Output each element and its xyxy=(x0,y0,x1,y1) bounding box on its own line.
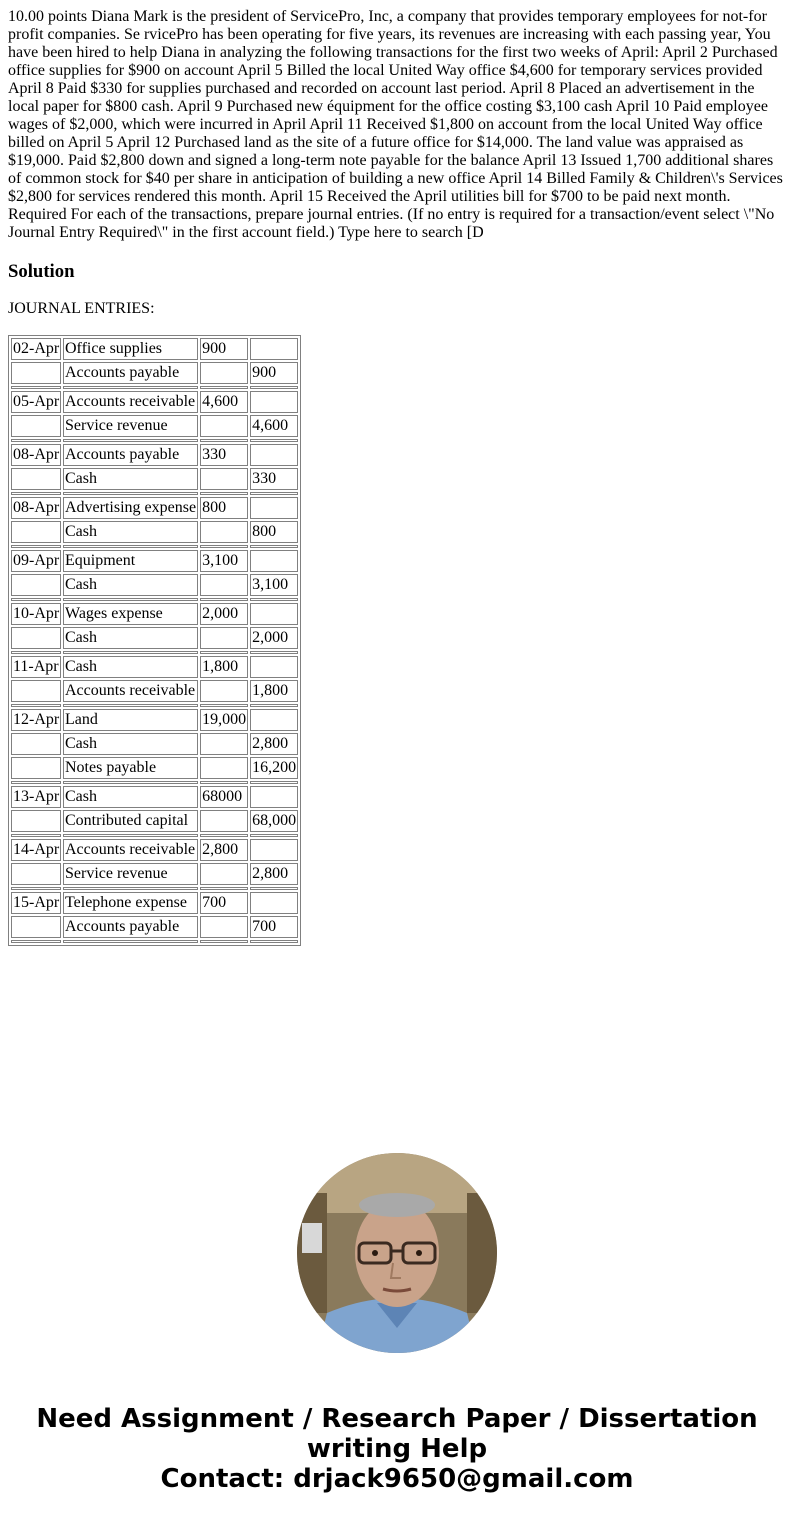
separator-cell xyxy=(11,887,61,890)
question-text: 10.00 points Diana Mark is the president of ServicePro, Inc, a company that provides temporary employees for not-for profit companies. Se rvicePro has been operating for five years, its revenues are increasing with each passing year, You have been hired to help Diana in analyzing the following transactions for the first two weeks of April: April 2 Purchased office supplies for $900 on account April 5 Billed the local United Way office $4,600 for temporary services provided April 8 Paid $330 for supplies purchased and recorded on account last period. April 8 Placed an advertisement in the local paper for $800 cash. April 9 Purchased new équipment for the office costing $3,100 cash April 10 Paid employee wages of $2,000, which were incurred in April April 11 Received $1,800 on account from the local United Way office billed on April 5 April 12 Purchased land as the site of a future office for $14,000. The land value was appraised as $19,000. Paid $2,800 down and signed a long-term note payable for the balance April 13 Issued 1,700 additional shares of common stock for $40 per share in anticipation of building a new office April 14 Billed Family & Children\'s Services $2,800 for services rendered this month. April 15 Received the April utilities bill for $700 to be paid next month. Required For each of the transactions, prepare journal entries. (If no entry is required for a transaction/event select \"No Journal Entry Required\" in the first account field.) Type here to search [D xyxy=(8,8,783,241)
journal-row xyxy=(11,521,298,543)
separator-cell xyxy=(250,834,298,837)
account-name: Cash xyxy=(63,468,198,490)
entry-date xyxy=(11,415,61,437)
separator-cell xyxy=(63,545,198,548)
separator-cell xyxy=(63,834,198,837)
debit-amount xyxy=(200,863,248,885)
separator-cell xyxy=(11,439,61,442)
credit-amount xyxy=(250,603,298,625)
separator-cell xyxy=(200,704,248,707)
separator-cell xyxy=(63,704,198,707)
account-name: Accounts receivable xyxy=(63,391,198,413)
debit-amount: 2,000 xyxy=(200,603,248,625)
journal-row xyxy=(11,391,298,413)
credit-amount: 2,800 xyxy=(250,733,298,755)
credit-amount: 900 xyxy=(250,362,298,384)
separator-cell xyxy=(250,940,298,943)
journal-row xyxy=(11,415,298,437)
debit-amount xyxy=(200,468,248,490)
credit-amount xyxy=(250,497,298,519)
separator-cell xyxy=(63,492,198,495)
entry-date: 09-Apr xyxy=(11,550,61,572)
account-name: Service revenue xyxy=(63,863,198,885)
separator-cell xyxy=(250,386,298,389)
credit-amount xyxy=(250,839,298,861)
credit-amount: 700 xyxy=(250,916,298,938)
debit-amount xyxy=(200,627,248,649)
separator-cell xyxy=(250,704,298,707)
journal-row xyxy=(11,892,298,914)
separator-cell xyxy=(11,386,61,389)
debit-amount xyxy=(200,362,248,384)
entry-date xyxy=(11,468,61,490)
journal-row xyxy=(11,603,298,625)
account-name: Telephone expense xyxy=(63,892,198,914)
entry-date: 05-Apr xyxy=(11,391,61,413)
debit-amount: 800 xyxy=(200,497,248,519)
entry-separator-row xyxy=(11,651,298,654)
entry-separator-row xyxy=(11,492,298,495)
separator-cell xyxy=(250,439,298,442)
debit-amount xyxy=(200,757,248,779)
account-name: Accounts payable xyxy=(63,362,198,384)
journal-row xyxy=(11,656,298,678)
separator-cell xyxy=(63,940,198,943)
promo-footer xyxy=(0,1404,794,1494)
separator-cell xyxy=(250,781,298,784)
separator-cell xyxy=(11,704,61,707)
credit-amount: 16,200 xyxy=(250,757,298,779)
journal-row xyxy=(11,709,298,731)
account-name: Accounts payable xyxy=(63,444,198,466)
separator-cell xyxy=(200,781,248,784)
credit-amount: 800 xyxy=(250,521,298,543)
account-name: Accounts payable xyxy=(63,916,198,938)
entry-separator-row xyxy=(11,704,298,707)
debit-amount xyxy=(200,916,248,938)
debit-amount: 1,800 xyxy=(200,656,248,678)
account-name: Contributed capital xyxy=(63,810,198,832)
entry-date xyxy=(11,362,61,384)
separator-cell xyxy=(250,887,298,890)
separator-cell xyxy=(200,492,248,495)
separator-cell xyxy=(200,834,248,837)
account-name: Cash xyxy=(63,786,198,808)
journal-row xyxy=(11,810,298,832)
account-name: Accounts receivable xyxy=(63,839,198,861)
journal-entries-table xyxy=(8,335,301,946)
journal-row xyxy=(11,839,298,861)
account-name: Cash xyxy=(63,574,198,596)
separator-cell xyxy=(250,545,298,548)
author-portrait-image xyxy=(297,1153,497,1353)
journal-entries-body xyxy=(11,338,298,943)
separator-cell xyxy=(11,781,61,784)
journal-row xyxy=(11,786,298,808)
separator-cell xyxy=(200,651,248,654)
separator-cell xyxy=(250,492,298,495)
entry-separator-row xyxy=(11,439,298,442)
account-name: Accounts receivable xyxy=(63,680,198,702)
entry-date xyxy=(11,733,61,755)
separator-cell xyxy=(11,651,61,654)
separator-cell xyxy=(63,439,198,442)
separator-cell xyxy=(63,598,198,601)
separator-cell xyxy=(63,386,198,389)
separator-cell xyxy=(63,651,198,654)
journal-row xyxy=(11,627,298,649)
debit-amount: 700 xyxy=(200,892,248,914)
separator-cell xyxy=(200,940,248,943)
credit-amount xyxy=(250,892,298,914)
author-avatar xyxy=(297,1153,497,1353)
entry-date xyxy=(11,627,61,649)
debit-amount xyxy=(200,810,248,832)
debit-amount xyxy=(200,574,248,596)
entry-separator-row xyxy=(11,781,298,784)
separator-cell xyxy=(200,598,248,601)
separator-cell xyxy=(11,940,61,943)
solution-heading: Solution xyxy=(8,261,75,282)
entry-date xyxy=(11,757,61,779)
entry-date xyxy=(11,810,61,832)
account-name: Office supplies xyxy=(63,338,198,360)
entry-separator-row xyxy=(11,887,298,890)
entry-separator-row xyxy=(11,545,298,548)
journal-entries-label: JOURNAL ENTRIES: xyxy=(8,300,155,317)
debit-amount: 68000 xyxy=(200,786,248,808)
credit-amount xyxy=(250,709,298,731)
credit-amount xyxy=(250,391,298,413)
account-name: Land xyxy=(63,709,198,731)
account-name: Wages expense xyxy=(63,603,198,625)
credit-amount: 1,800 xyxy=(250,680,298,702)
credit-amount: 68,000 xyxy=(250,810,298,832)
entry-date xyxy=(11,521,61,543)
debit-amount: 900 xyxy=(200,338,248,360)
debit-amount xyxy=(200,733,248,755)
entry-date xyxy=(11,916,61,938)
account-name: Notes payable xyxy=(63,757,198,779)
entry-separator-row xyxy=(11,598,298,601)
separator-cell xyxy=(63,887,198,890)
entry-date: 14-Apr xyxy=(11,839,61,861)
entry-separator-row xyxy=(11,834,298,837)
debit-amount: 330 xyxy=(200,444,248,466)
promo-contact-line: Contact: drjack9650@gmail.com xyxy=(160,1464,634,1494)
entry-date: 12-Apr xyxy=(11,709,61,731)
journal-row xyxy=(11,338,298,360)
separator-cell xyxy=(200,439,248,442)
credit-amount xyxy=(250,444,298,466)
promo-line-1: Need Assignment / Research Paper / Dissertation xyxy=(36,1404,758,1434)
entry-separator-row xyxy=(11,940,298,943)
journal-row xyxy=(11,680,298,702)
debit-amount xyxy=(200,680,248,702)
account-name: Advertising expense xyxy=(63,497,198,519)
journal-row xyxy=(11,574,298,596)
credit-amount: 4,600 xyxy=(250,415,298,437)
journal-row xyxy=(11,916,298,938)
separator-cell xyxy=(11,492,61,495)
entry-date: 08-Apr xyxy=(11,497,61,519)
credit-amount xyxy=(250,338,298,360)
separator-cell xyxy=(200,887,248,890)
separator-cell xyxy=(200,386,248,389)
journal-row xyxy=(11,497,298,519)
credit-amount: 2,000 xyxy=(250,627,298,649)
entry-date: 15-Apr xyxy=(11,892,61,914)
credit-amount xyxy=(250,786,298,808)
debit-amount: 2,800 xyxy=(200,839,248,861)
entry-date: 13-Apr xyxy=(11,786,61,808)
separator-cell xyxy=(11,545,61,548)
credit-amount xyxy=(250,656,298,678)
credit-amount: 2,800 xyxy=(250,863,298,885)
credit-amount xyxy=(250,550,298,572)
credit-amount: 3,100 xyxy=(250,574,298,596)
separator-cell xyxy=(63,781,198,784)
separator-cell xyxy=(250,651,298,654)
debit-amount xyxy=(200,415,248,437)
entry-date xyxy=(11,863,61,885)
entry-date: 10-Apr xyxy=(11,603,61,625)
journal-row xyxy=(11,863,298,885)
entry-separator-row xyxy=(11,386,298,389)
entry-date xyxy=(11,680,61,702)
separator-cell xyxy=(250,598,298,601)
separator-cell xyxy=(11,598,61,601)
entry-date: 08-Apr xyxy=(11,444,61,466)
promo-line-2: writing Help xyxy=(306,1434,488,1464)
journal-row xyxy=(11,550,298,572)
journal-row xyxy=(11,757,298,779)
account-name: Cash xyxy=(63,733,198,755)
separator-cell xyxy=(200,545,248,548)
journal-row xyxy=(11,733,298,755)
debit-amount xyxy=(200,521,248,543)
account-name: Cash xyxy=(63,656,198,678)
account-name: Service revenue xyxy=(63,415,198,437)
account-name: Cash xyxy=(63,521,198,543)
debit-amount: 3,100 xyxy=(200,550,248,572)
credit-amount: 330 xyxy=(250,468,298,490)
journal-row xyxy=(11,362,298,384)
journal-row xyxy=(11,444,298,466)
entry-date xyxy=(11,574,61,596)
entry-date: 11-Apr xyxy=(11,656,61,678)
entry-date: 02-Apr xyxy=(11,338,61,360)
separator-cell xyxy=(11,834,61,837)
account-name: Cash xyxy=(63,627,198,649)
debit-amount: 19,000 xyxy=(200,709,248,731)
journal-row xyxy=(11,468,298,490)
account-name: Equipment xyxy=(63,550,198,572)
debit-amount: 4,600 xyxy=(200,391,248,413)
